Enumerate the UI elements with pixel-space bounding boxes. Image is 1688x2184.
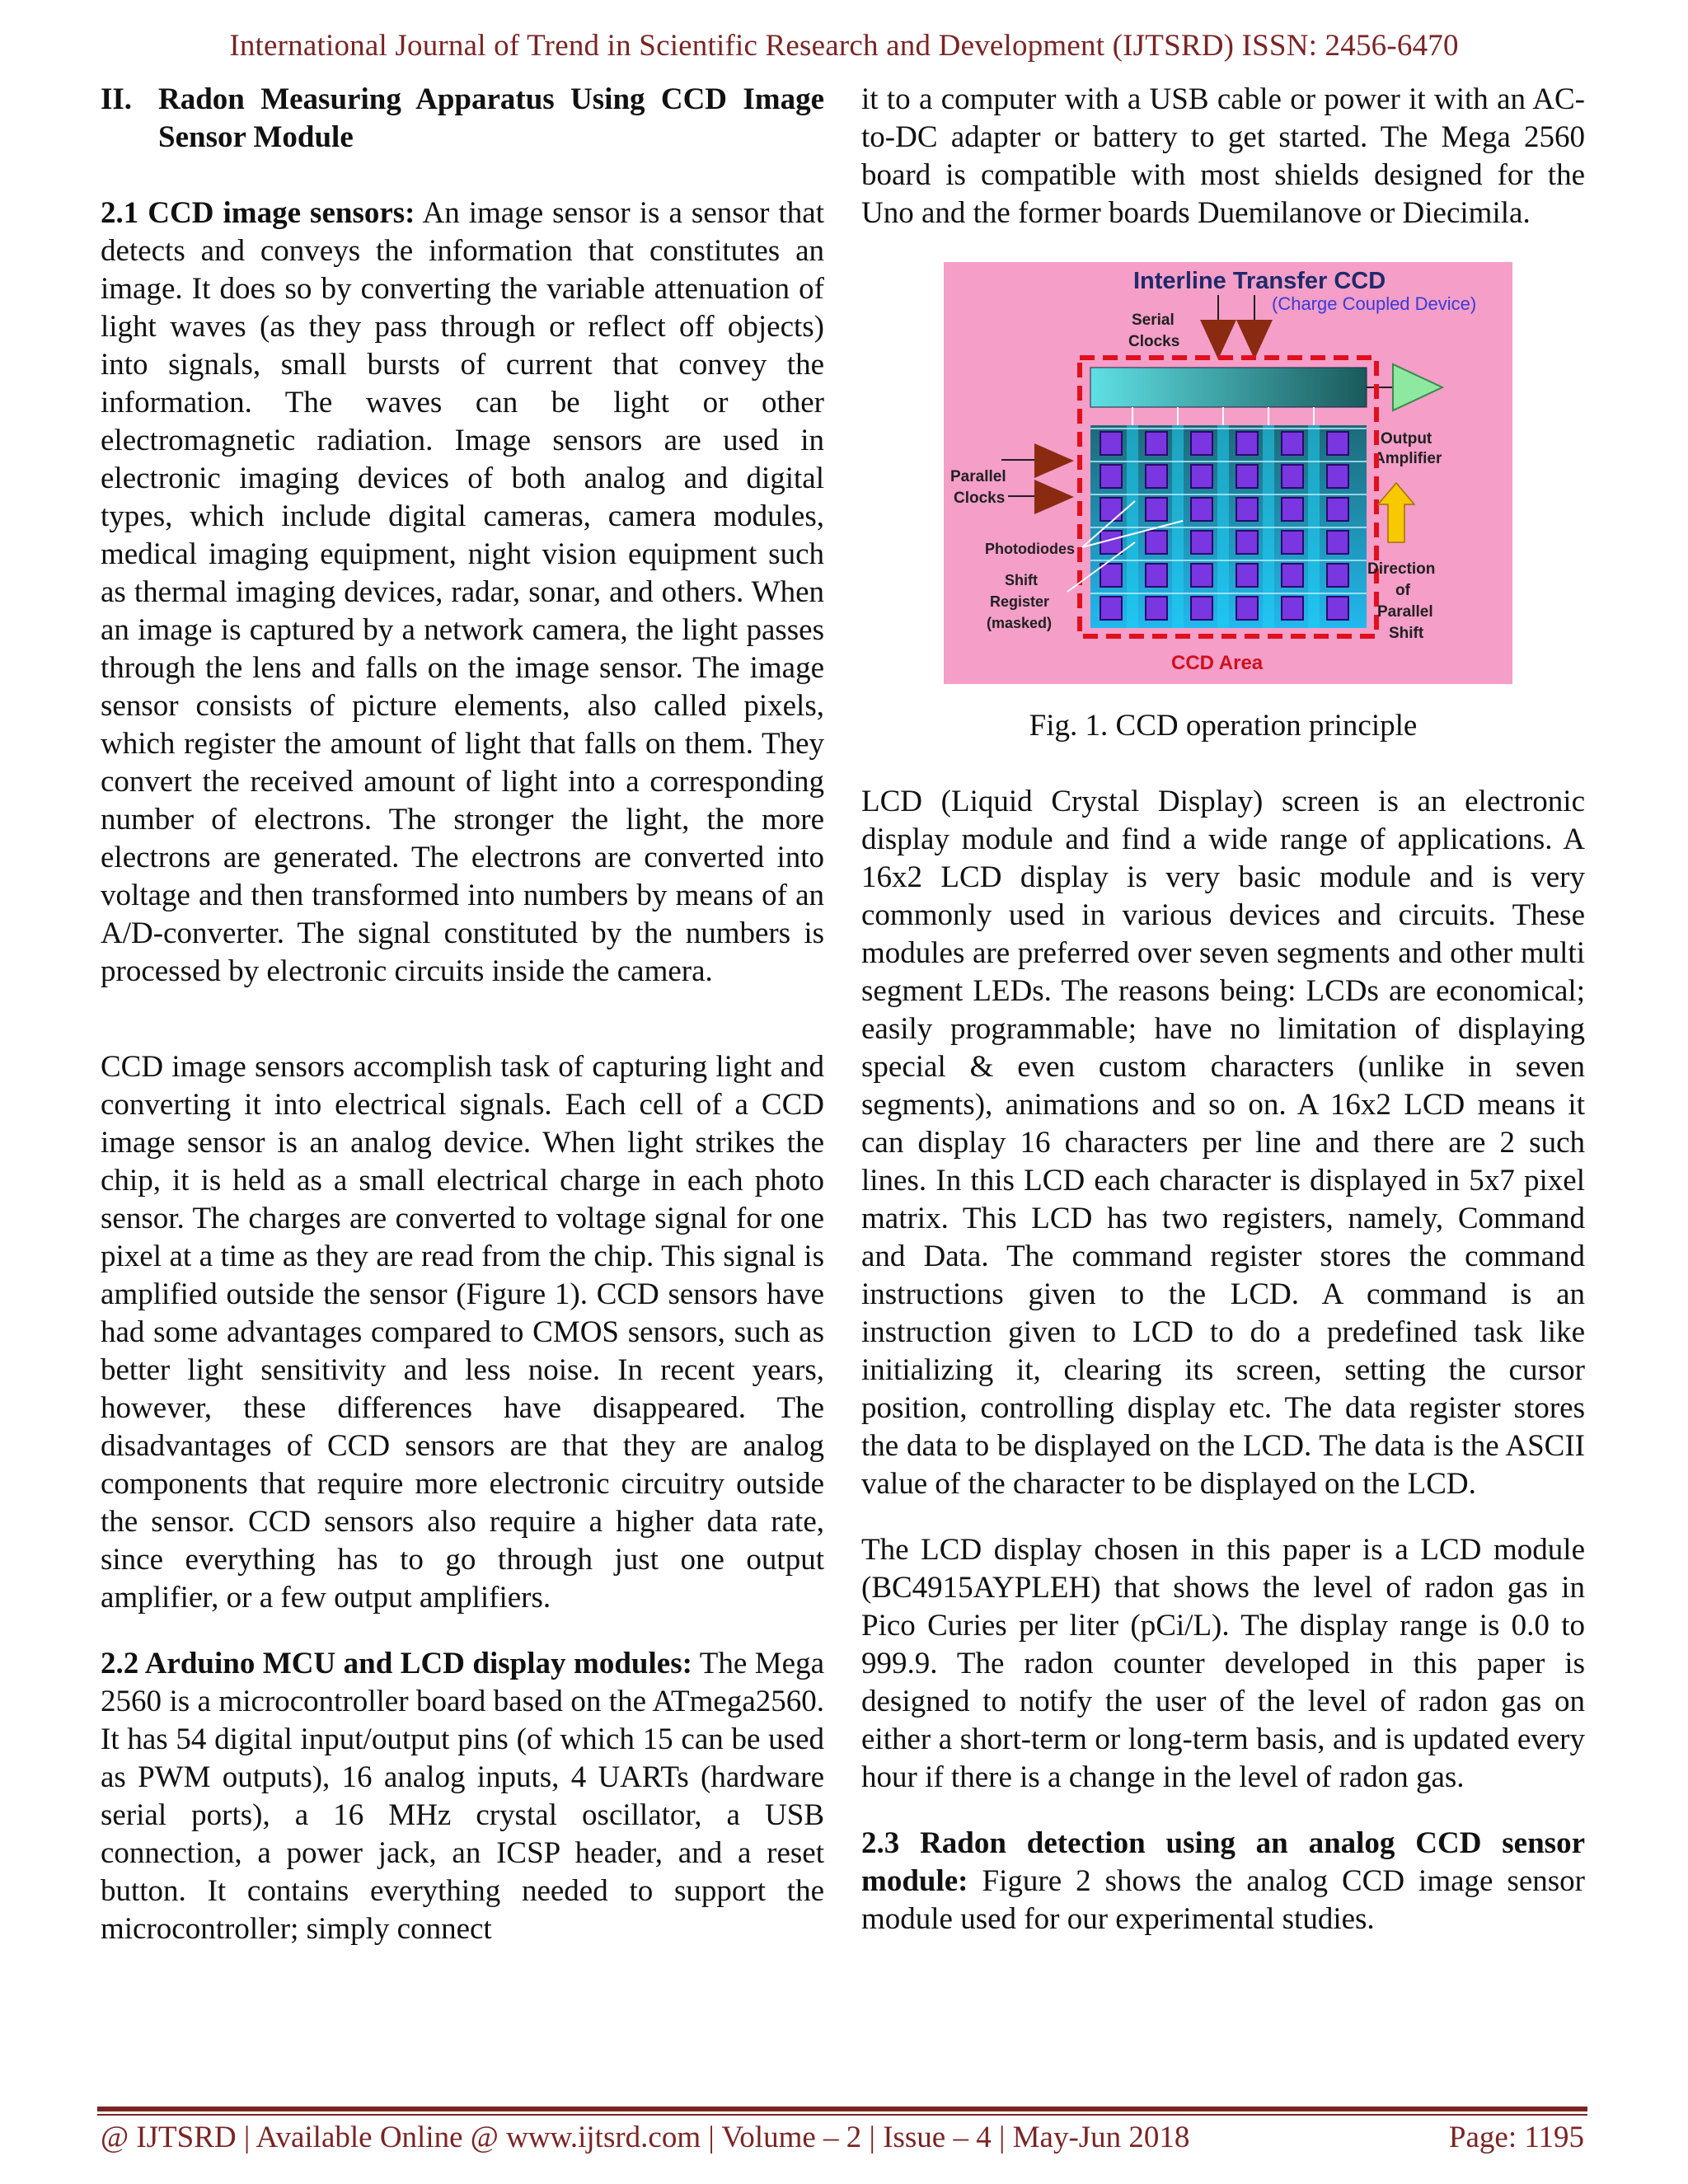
shift-register-strip — [1308, 425, 1320, 628]
label-clocks: Clocks — [1128, 333, 1180, 350]
photodiode-pixel — [1146, 597, 1167, 620]
serial-clock-arrows — [1200, 295, 1273, 359]
subsection-heading-2-2: 2.2 Arduino MCU and LCD display modules: — [101, 1647, 692, 1680]
paragraph-arduino-continued: it to a computer with a USB cable or power it with an AC-to-DC adapter or battery to get started. The Mega 2560 board is compatible with most shields designed for the Uno and the former boards Duemilanove or Diecimila. — [861, 82, 1585, 230]
photodiode-pixel — [1327, 498, 1348, 521]
subsection-heading-2-1: 2.1 CCD image sensors: — [101, 196, 415, 230]
photodiode-pixel — [1100, 564, 1122, 587]
photodiode-pixel — [1191, 498, 1212, 521]
photodiode-pixel — [1191, 531, 1212, 554]
photodiode-pixel — [1327, 564, 1348, 587]
photodiode-pixel — [1146, 432, 1167, 455]
shift-register-strip — [1217, 425, 1229, 628]
paragraph-lcd: LCD (Liquid Crystal Display) screen is an electronic display module and find a wide range of applications. A 16x2 LCD display is very basic module and is very commonly used in various devices and circuits. These modules are preferred over seven segments and other multi segment LEDs. The reasons being: LCDs are economical; easily programmable; have no limitation of displaying special & even custom characters (unlike in seven segments), animations and so on. A 16x2 LCD means it can display 16 characters per line and there are 2 such lines. In this LCD each character is displayed in 5x7 pixel matrix. This LCD has two registers, namely, Command and Data. The command register stores the command instructions given to the LCD. A command is an instruction given to LCD to do a predefined task like initializing it, clearing its screen, setting the cursor position, controlling display etc. The data register stores the data to be displayed on the LCD. The data is the ASCII value of the character to be displayed on the LCD. — [861, 785, 1585, 1501]
photodiode-pixel — [1191, 564, 1212, 587]
photodiode-pixel — [1236, 531, 1258, 554]
photodiode-pixel — [1327, 531, 1348, 554]
paragraph-ccd-sensors — [101, 194, 824, 991]
label-shift: Shift — [1005, 572, 1038, 588]
photodiode-pixel — [1282, 432, 1303, 455]
subsection-heading-2-3: 2.3 Radon detection using an analog CCD sensor module: — [861, 1826, 1585, 1898]
photodiode-pixel — [1191, 465, 1212, 488]
footer-info: @ IJTSRD | Available Online @ www.ijtsrd.com | Volume – 2 | Issue – 4 | May-Jun 2018 — [101, 2121, 1190, 2154]
photodiode-pixel — [1236, 432, 1258, 455]
horizontal-register — [1090, 368, 1367, 407]
label-parallel: Parallel — [950, 468, 1006, 485]
photodiode-pixel — [1146, 465, 1167, 488]
photodiode-pixel — [1100, 465, 1122, 488]
photodiode-pixel — [1100, 498, 1122, 521]
label-of: of — [1395, 582, 1410, 599]
label-serial: Serial — [1132, 312, 1175, 329]
photodiode-pixel — [1146, 531, 1167, 554]
page-footer — [101, 2120, 1584, 2155]
paragraph-radon-detection — [861, 1825, 1585, 1938]
footer-rule — [97, 2107, 1587, 2111]
label-output: Output — [1381, 430, 1432, 448]
label-photodiodes: Photodiodes — [985, 541, 1075, 557]
parallel-clock-arrows — [1001, 443, 1074, 514]
footer-rule-thin — [97, 2114, 1587, 2116]
photodiode-pixel — [1236, 465, 1258, 488]
photodiode-pixel — [1282, 564, 1303, 587]
label-parallel-clocks: Clocks — [954, 490, 1006, 507]
section-number: II. — [101, 82, 133, 116]
figure-caption: Fig. 1. CCD operation principle — [1029, 709, 1418, 743]
label-register: Register — [990, 593, 1050, 610]
label-direction: Direction — [1367, 560, 1436, 578]
label-parallel-dir: Parallel — [1377, 603, 1433, 621]
ccd-diagram — [944, 262, 1512, 684]
photodiode-pixel — [1327, 597, 1348, 620]
paragraph-lcd-module: The LCD display chosen in this paper is a LCD module (BC4915AYPLEH) that shows the level of radon gas in Pico Curies per liter (pCi/L). The display range is 0.0 to 999.9. The radon counter developed in this paper is designed to notify the user of the level of radon gas on either a short-term or long-term basis, and is updated every hour if there is a change in the level of radon gas. — [861, 1533, 1585, 1794]
paragraph-text: Figure 2 shows the analog CCD image sensor module used for our experimental studies. — [861, 1864, 1585, 1936]
photodiode-pixel — [1191, 597, 1212, 620]
paragraph-text: An image sensor is a sensor that detects and conveys the information that constitutes an image. It does so by converting the variable attenuation of light waves (as they pass through or reflect off objects) into signals, small bursts of current that convey the information. The waves can be light or other electromagnetic radiation. Image sensors are used in electronic imaging devices of both analog and digital types, which include digital cameras, camera modules, medical imaging equipment, night vision equipment such as thermal imaging devices, radar, sonar, and others. When an image is captured by a network camera, the light passes through the lens and falls on the image sensor. The image sensor consists of picture elements, also called pixels, which register the amount of light that falls on them. They convert the received amount of light into a corresponding number of electrons. The stronger the light, the more electrons are generated. The electrons are converted into voltage and then transformed into numbers by means of an A/D-converter. The signal constituted by the numbers is processed by electronic circuits inside the camera. — [101, 196, 824, 988]
left-column — [101, 81, 824, 1948]
right-column — [861, 81, 1585, 1938]
photodiode-pixel — [1282, 498, 1303, 521]
photodiode-pixel — [1236, 564, 1258, 587]
direction-arrow-icon — [1378, 483, 1414, 542]
shift-register-strip — [1172, 425, 1184, 628]
photodiode-pixel — [1100, 597, 1122, 620]
label-masked: (masked) — [987, 615, 1053, 631]
diagram-title: Interline Transfer CCD — [1133, 268, 1386, 294]
paragraph-text: The Mega 2560 is a microcontroller board based on the ATmega2560. It has 54 digital input/output pins (of which 15 can be used as PWM outputs), 16 analog inputs, 4 UARTs (hardware serial ports), a 16 MHz crystal oscillator, a USB connection, a power jack, an ICSP header, and a reset button. It contains everything needed to support the microcontroller; simply connect — [101, 1647, 824, 1946]
paragraph-arduino — [101, 1645, 824, 1948]
photodiode-pixel — [1191, 432, 1212, 455]
section-title: Radon Measuring Apparatus Using CCD Image Sensor Module — [158, 82, 824, 154]
photodiode-pixel — [1236, 498, 1258, 521]
shift-register-strip — [1263, 425, 1274, 628]
shift-register-strip — [1127, 425, 1138, 628]
paragraph-ccd-capture: CCD image sensors accomplish task of capturing light and converting it into electrical signals. Each cell of a CCD image sensor is an analog device. When light strikes the chip, it is held as a small electrical charge in each photo sensor. The charges are converted to voltage signal for one pixel at a time as they are read from the chip. This signal is amplified outside the sensor (Figure 1). CCD sensors have had some advantages compared to CMOS sensors, such as better light sensitivity and less noise. In recent years, however, these differences have disappeared. The disadvantages of CCD sensors are that they are analog components that require more electronic circuitry outside the sensor. CCD sensors also require a higher data rate, since everything has to go through just one output amplifier, or a few output amplifiers. — [101, 1050, 824, 1615]
label-shift-dir: Shift — [1389, 625, 1424, 642]
photodiode-pixel — [1146, 564, 1167, 587]
photodiode-pixel — [1327, 432, 1348, 455]
photodiode-pixel — [1282, 465, 1303, 488]
photodiode-pixel — [1236, 597, 1258, 620]
journal-header: International Journal of Trend in Scientific Research and Development (IJTSRD) ISSN: 2456-6470 — [229, 29, 1459, 63]
section-heading — [101, 81, 824, 157]
photodiode-pixel — [1100, 432, 1122, 455]
label-ccd-area: CCD Area — [1171, 652, 1264, 674]
ccd-diagram-svg — [944, 262, 1512, 684]
page-number: Page: 1195 — [1448, 2121, 1584, 2154]
photodiode-pixel — [1282, 531, 1303, 554]
label-amplifier: Amplifier — [1374, 450, 1442, 467]
photodiode-pixel — [1327, 465, 1348, 488]
photodiode-pixel — [1282, 597, 1303, 620]
diagram-subtitle: (Charge Coupled Device) — [1272, 293, 1477, 314]
photodiode-pixel — [1146, 498, 1167, 521]
